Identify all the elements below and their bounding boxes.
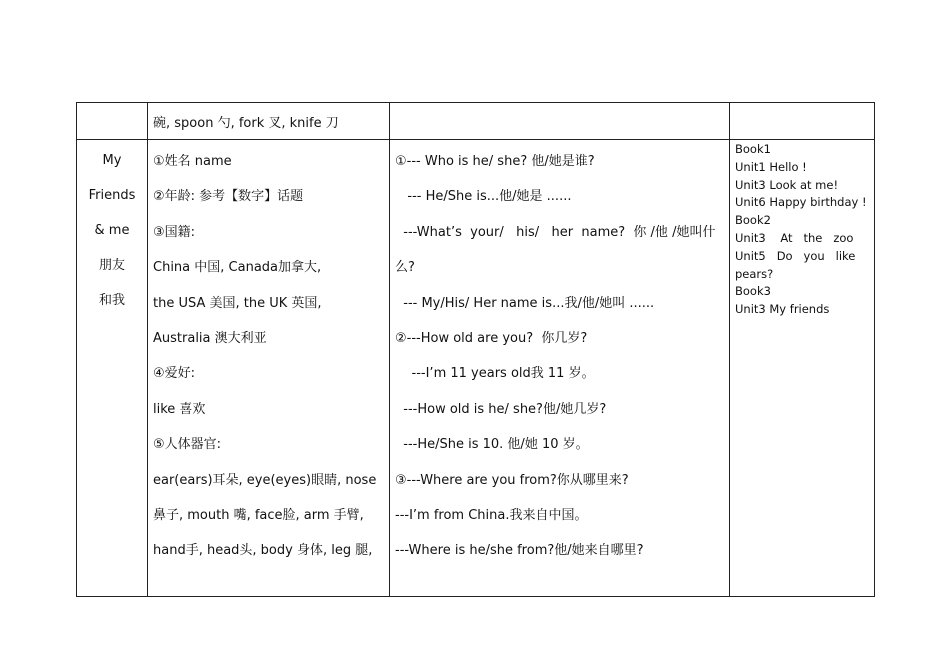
dialogue-cell — [390, 140, 730, 597]
table-cell-empty — [77, 103, 148, 140]
vocab-line: ①姓名 name — [153, 154, 232, 169]
vocab-cell — [148, 140, 390, 597]
table-row — [77, 140, 875, 597]
dialogue-line: ---I’m from China.我来自中国。 — [395, 508, 588, 524]
category-line: & me — [94, 223, 130, 238]
dialogue-line: ①--- Who is he/ she? 他/她是谁? — [395, 154, 595, 169]
dialogue-line: ---I’m 11 years old我 11 岁。 — [395, 366, 595, 382]
table-cell — [148, 103, 390, 140]
category-line: 朋友 — [98, 258, 125, 273]
book-line: Book2 — [735, 213, 771, 228]
dialogue-line: ---What’s your/ his/ her name? 你 /他 /她叫什 — [395, 224, 716, 240]
book-line: pears? — [735, 266, 774, 281]
vocab-line: ⑤人体器官: — [153, 437, 222, 453]
table-row — [77, 103, 875, 140]
dialogue-line: 么? — [395, 260, 415, 276]
vocab-line: ear(ears)耳朵, eye(eyes)眼睛, nose — [153, 472, 377, 488]
vocab-line: ②年龄: 参考【数字】话题 — [153, 189, 304, 205]
category-cell — [77, 140, 148, 597]
vocab-line: the USA 美国, the UK 英国, — [153, 295, 322, 311]
vocab-line: ④爱好: — [153, 366, 196, 382]
cell-text: 碗, spoon 勺, fork 叉, knife 刀 — [153, 116, 339, 131]
vocab-line: hand手, head头, body 身体, leg 腿, — [153, 543, 373, 559]
books-cell — [730, 140, 875, 597]
book-line: Book1 — [735, 142, 771, 156]
vocab-line: 鼻子, mouth 嘴, face脸, arm 手臂, — [153, 508, 364, 524]
book-line: Unit6 Happy birthday ! — [735, 195, 867, 210]
table-cell-empty — [390, 103, 730, 140]
book-line: Unit1 Hello ! — [735, 159, 807, 174]
content-table — [76, 102, 875, 597]
table-cell-empty — [730, 103, 875, 140]
book-line: Book3 — [735, 284, 771, 299]
dialogue-line: ---How old is he/ she?他/她几岁? — [395, 401, 607, 417]
vocab-line: ③国籍: — [153, 224, 196, 240]
dialogue-line: ---He/She is 10. 他/她 10 岁。 — [395, 437, 589, 453]
dialogue-line: ③---Where are you from?你从哪里来? — [395, 472, 629, 488]
category-line: Friends — [88, 188, 136, 203]
category-line: 和我 — [98, 293, 125, 308]
dialogue-line: --- He/She is...他/她是 ...... — [395, 189, 572, 205]
vocab-line: China 中国, Canada加拿大, — [153, 260, 322, 276]
category-line: My — [102, 153, 122, 168]
book-line: Unit3 Look at me! — [735, 177, 839, 192]
dialogue-line: --- My/His/ Her name is...我/他/她叫 ...... — [395, 295, 655, 311]
dialogue-line: ②---How old are you? 你几岁? — [395, 331, 588, 347]
book-line: Unit3 My friends — [735, 302, 830, 317]
vocab-line: like 喜欢 — [153, 401, 206, 417]
vocab-line: Australia 澳大利亚 — [153, 331, 267, 347]
book-line: Unit3 At the zoo — [735, 230, 854, 245]
book-line: Unit5 Do you like — [735, 248, 856, 263]
dialogue-line: ---Where is he/she from?他/她来自哪里? — [395, 543, 644, 559]
